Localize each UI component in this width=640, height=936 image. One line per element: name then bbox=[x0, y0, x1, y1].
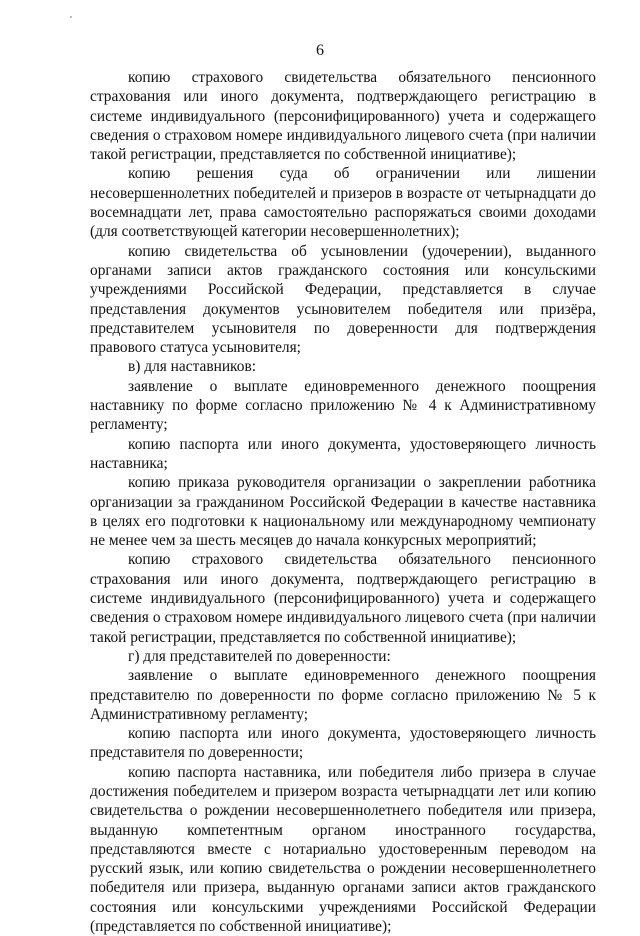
paragraph-pension-certificate-copy: копию страхового свидетельства обязательного пенсионного страхования или иного документа, подтверждающего регистрацию в системе индивидуального (персонифицированного) учета и содержащего сведения о страховом номере индивидуального лицевого счета (при наличии такой регистрации, представляется по собственной инициативе); bbox=[90, 69, 596, 164]
section-heading-proxies: г) для представителей по доверенности: bbox=[128, 647, 391, 665]
paragraph-proxy-passport-copy: копию паспорта или иного документа, удостоверяющего личность представителя по доверенности; bbox=[90, 725, 596, 762]
scan-artifact-dot bbox=[70, 16, 72, 18]
paragraph-adoption-certificate-copy: копию свидетельства об усыновлении (удочерении), выданного органами записи актов гражданского состояния или консульскими учреждениями Российской Федерации, представляется в случае представления документов усыновителем победителя или призёра, представителем усыновителя по доверенности для подтверждения правового статуса усыновителя; bbox=[90, 242, 596, 357]
page-number: 6 bbox=[316, 42, 324, 59]
paragraph-mentor-passport-copy: копию паспорта или иного документа, удостоверяющего личность наставника; bbox=[90, 435, 596, 472]
document-body bbox=[90, 68, 596, 936]
paragraph-passport-or-birth-certificate-copy: копию паспорта наставника, или победителя либо призера в случае достижения победителем и призером возраста четырнадцати лет или копию свидетельства о рождении несовершеннолетнего победителя или призера, выданную компетентным органом иностранного государства, представляются вместе с нотариально удостоверенным переводом на русский язык, или копию свидетельства о рождении несовершеннолетнего победителя или призера, выданную органами записи актов гражданского состояния или консульскими учреждениями Российской Федерации (представляется по собственной инициативе); bbox=[90, 763, 596, 936]
paragraph-proxy-application: заявление о выплате единовременного денежного поощрения представителю по доверенности по форме согласно приложению № 5 к Административному регламенту; bbox=[90, 667, 596, 723]
paragraph-mentor-pension-certificate-copy: копию страхового свидетельства обязательного пенсионного страхования или иного документа, подтверждающего регистрацию в системе индивидуального (персонифицированного) учета и содержащего сведения о страховом номере индивидуального лицевого счета (при наличии такой регистрации, представляется по собственной инициативе); bbox=[90, 551, 596, 646]
paragraph-mentor-order-copy: копию приказа руководителя организации о закреплении работника организации за гражданином Российской Федерации в качестве наставника в целях его подготовки к национальному или международному чемпионату не менее чем за шесть месяцев до начала конкурсных мероприятий; bbox=[90, 474, 596, 550]
paragraph-mentor-application: заявление о выплате единовременного денежного поощрения наставнику по форме согласно приложению № 4 к Административному регламенту; bbox=[90, 377, 596, 434]
paragraph-court-decision-copy: копию решения суда об ограничении или лишении несовершеннолетних победителей и призеров в возрасте от четырнадцати до восемнадцати лет, права самостоятельно распоряжаться своими доходами (для соответствующей категории несовершеннолетних); bbox=[90, 165, 596, 241]
section-heading-mentors: в) для наставников: bbox=[128, 358, 256, 376]
